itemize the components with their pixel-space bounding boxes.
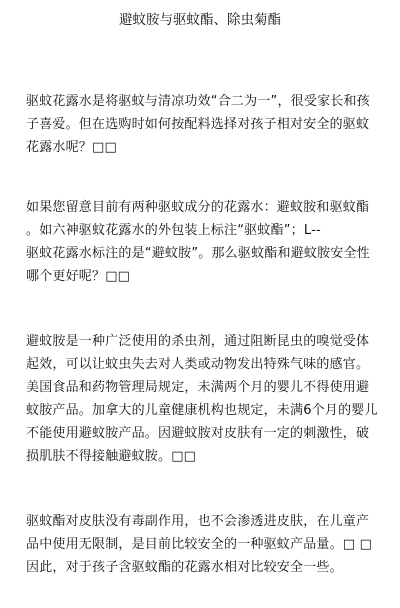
text-line: 起效，可以让蚊虫失去对人类或动物发出特殊气味的感官。 — [26, 357, 370, 372]
paragraph-ir3535 — [26, 510, 378, 579]
text-line: 如果您留意目前有两种驱蚊成分的花露水：避蚊胺和驱蚊酯 — [26, 200, 370, 215]
text-line: 品中使用无限制，是目前比较安全的一种驱蚊产品量。□ □ — [26, 537, 373, 552]
document-title: 避蚊胺与驱蚊酯、除虫菊酯 — [119, 12, 281, 28]
text-line: 因此，对于孩子含驱蚊酯的花露水相对比较安全一些。 — [26, 560, 343, 575]
paragraph-intro — [26, 90, 378, 159]
text-line: 不能使用避蚊胺产品。因避蚊胺对皮肤有一定的刺激性，破 — [26, 426, 370, 441]
text-line: 。如六神驱蚊花露水的外包装上标注“驱蚊酯”；L-- — [26, 223, 321, 238]
text-line: 损肌肤不得接触避蚊胺。□□ — [26, 449, 197, 464]
text-line: 驱蚊花露水是将驱蚊与清凉功效“合二为一”，很受家长和孩 — [26, 94, 370, 109]
text-line: 子喜爱。但在选购时如何按配料选择对孩子相对安全的驱蚊 — [26, 117, 370, 132]
text-line: 美国食品和药物管理局规定，未满两个月的婴儿不得使用避 — [26, 380, 370, 395]
text-line: 驱蚊酯对皮肤没有毒副作用，也不会渗透进皮肤，在儿童产 — [26, 514, 370, 529]
text-line: 花露水呢？□□ — [26, 140, 117, 155]
paragraph-deet — [26, 330, 378, 468]
text-line: 驱蚊花露水标注的是“避蚊胺”。那么驱蚊酯和避蚊胺安全性 — [26, 246, 370, 261]
text-line: 避蚊胺是一种广泛使用的杀虫剂，通过阻断昆虫的嗅觉受体 — [26, 334, 370, 349]
paragraph-two-ingredients — [26, 196, 378, 288]
text-line: 蚊胺产品。加拿大的儿童健康机构也规定，未满6个月的婴儿 — [26, 403, 378, 418]
text-line: 哪个更好呢？□□ — [26, 269, 131, 284]
